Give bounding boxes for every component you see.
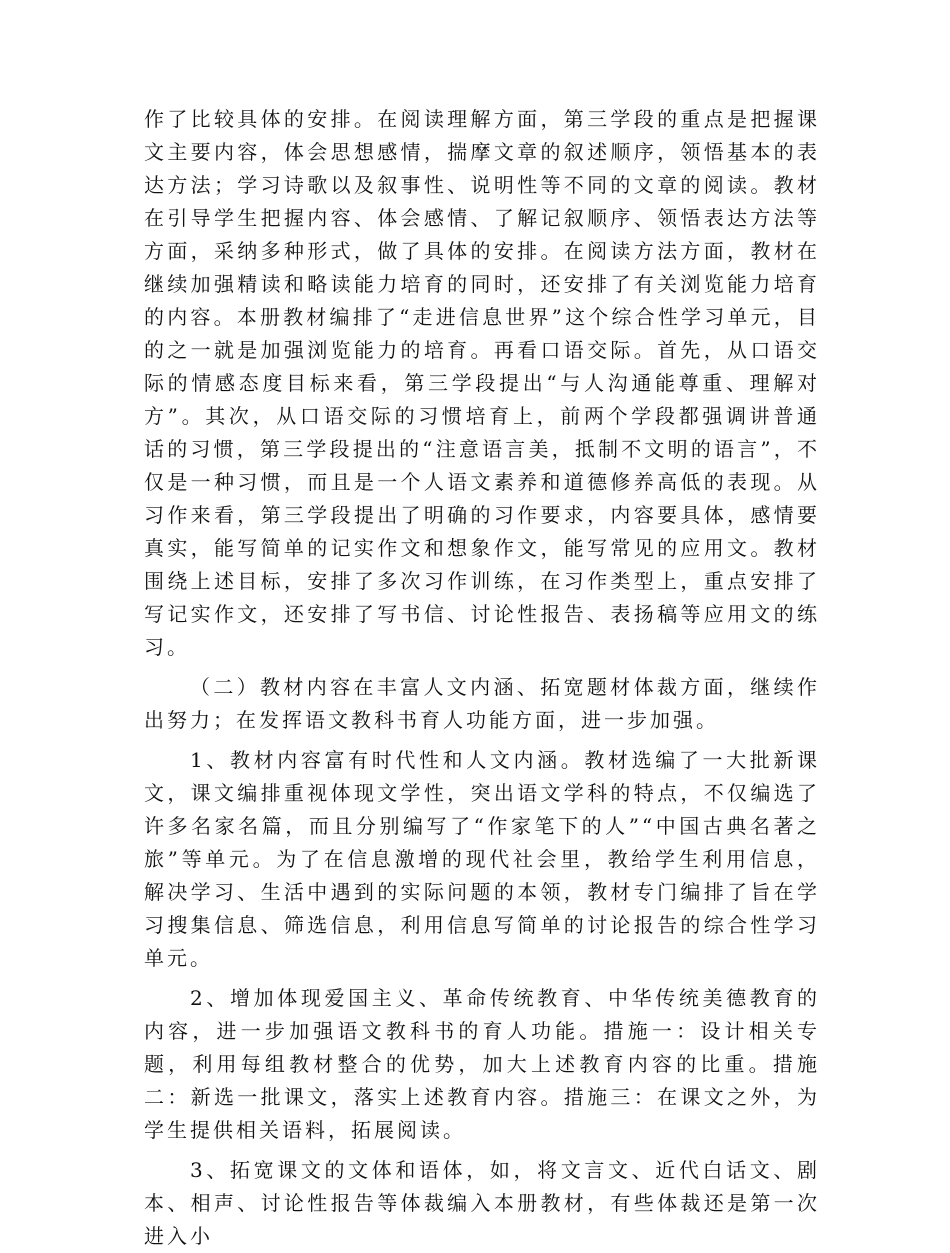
paragraph-section-heading: （二）教材内容在丰富人文内涵、拓宽题材体裁方面，继续作出努力；在发挥语文教科书育人功能方面，进一步加强。 [144, 675, 820, 732]
paragraph-point-1: 1、教材内容富有时代性和人文内涵。教材选编了一大批新课文，课文编排重视体现文学性，突出语文学科的特点，不仅编选了许多名家名篇，而且分别编写了“作家笔下的人”“中国古典名著之旅”等单元。为了在信息激增的现代社会里，教给学生利用信息，解决学习、生活中遇到的实际问题的本领，教材专门编排了旨在学习搜集信息、筛选信息，利用信息写简单的讨论报告的综合性学习单元。 [144, 748, 820, 970]
document-body [144, 103, 820, 1253]
paragraph-point-2: 2、增加体现爱国主义、革命传统教育、中华传统美德教育的内容，进一步加强语文教科书的育人功能。措施一：设计相关专题，利用每组教材整合的优势，加大上述教育内容的比重。措施二：新选一批课文，落实上述教育内容。措施三：在课文之外，为学生提供相关语料，拓展阅读。 [144, 986, 820, 1142]
paragraph-point-3: 3、拓宽课文的文体和语体，如，将文言文、近代白话文、剧本、相声、讨论性报告等体裁编入本册教材，有些体裁还是第一次进入小 [144, 1158, 820, 1248]
paragraph-continued: 作了比较具体的安排。在阅读理解方面，第三学段的重点是把握课文主要内容，体会思想感情，揣摩文章的叙述顺序，领悟基本的表达方法；学习诗歌以及叙事性、说明性等不同的文章的阅读。教材在引导学生把握内容、体会感情、了解记叙顺序、领悟表达方法等方面，采纳多种形式，做了具体的安排。在阅读方法方面，教材在继续加强精读和略读能力培育的同时，还安排了有关浏览能力培育的内容。本册教材编排了“走进信息世界”这个综合性学习单元，目的之一就是加强浏览能力的培育。再看口语交际。首先，从口语交际的情感态度目标来看，第三学段提出“与人沟通能尊重、理解对方”。其次，从口语交际的习惯培育上，前两个学段都强调讲普通话的习惯，第三学段提出的“注意语言美，抵制不文明的语言”，不仅是一种习惯，而且是一个人语文素养和道德修养高低的表现。从习作来看，第三学段提出了明确的习作要求，内容要具体，感情要真实，能写简单的记实作文和想象作文，能写常见的应用文。教材围绕上述目标，安排了多次习作训练，在习作类型上，重点安排了写记实作文，还安排了写书信、讨论性报告、表扬稿等应用文的练习。 [144, 107, 820, 659]
